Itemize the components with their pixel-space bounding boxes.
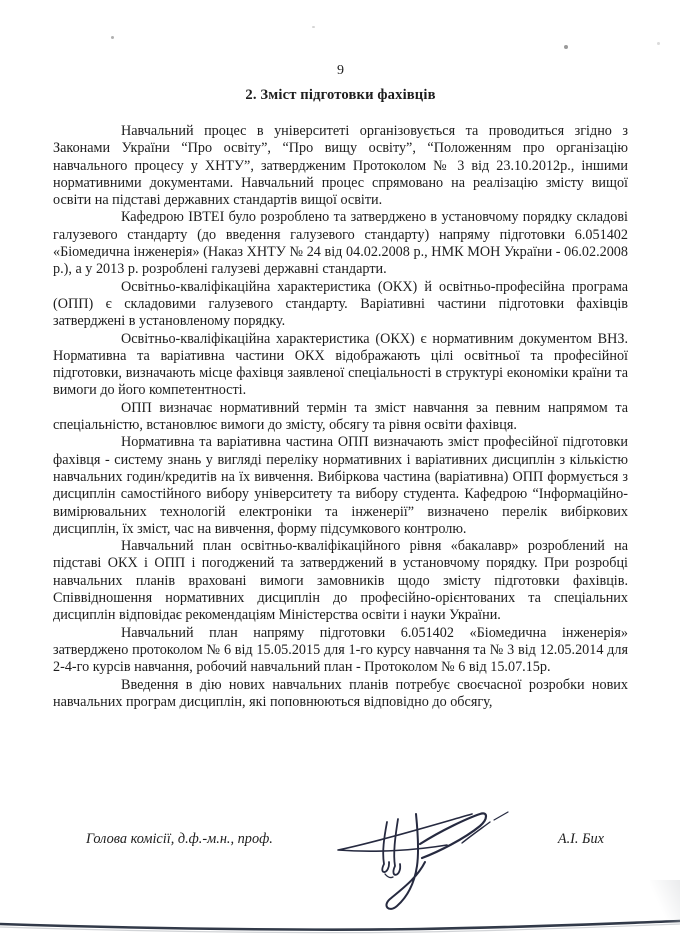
scan-speck (111, 36, 114, 39)
paragraph: Введення в дію нових навчальних планів потребує своєчасної розробки нових навчальних програм дисциплін, які поповнюються відповідно до обсягу, (53, 676, 628, 710)
scan-corner-smudge (650, 880, 680, 924)
page-number: 9 (337, 63, 344, 78)
paragraph: Нормативна та варіативна частина ОПП визначають зміст професійної підготовки фахівця - систему знань у вигляді переліку нормативних і варіативних дисциплін з кількістю навчальних годин/кредитів на їх вивчення. Вибіркова частина (варіативна) ОПП формується з дисциплін самостійного вибору університету та вибору студента. Кафедрою “Інформаційно-вимірювальних технологій електроніки та інженерії” визначено перелік вибіркових дисциплін, їх зміст, час на вивчення, форму підсумкового контролю. (53, 434, 628, 537)
scan-speck (312, 26, 315, 28)
signer-name: А.І. Бих (557, 831, 604, 847)
paragraph: Освітньо-кваліфікаційна характеристика (ОКХ) й освітньо-професійна програма (ОПП) є складовими галузевого стандарту. Варіативні частини підготовки фахівців затверджені в установленому порядку. (53, 278, 628, 330)
paragraph: Навчальний план освітньо-кваліфікаційного рівня «бакалавр» розроблений на підставі ОКХ і ОПП і погоджений та затверджений в установчому порядку. При розробці навчальних планів враховані вимоги замовників щодо змісту підготовки фахівців. Співвідношення нормативних дисциплін до професійно-орієнтованих та спеціальних дисциплін відповідає рекомендаціям Міністерства освіти і науки України. (53, 538, 628, 624)
paragraph: Навчальний процес в університеті організовується та проводиться згідно з Законами України “Про освіту”, “Про вищу освіту”, “Положенням про організацію навчального процесу у ХНТУ”, затвердженим Протоколом № 3 від 23.10.2012р., іншими нормативними документами. Навчальний процес спрямовано на реалізацію змісту вищої освіти на підставі державних стандартів вищої освіти. (53, 123, 628, 209)
paragraph: Освітньо-кваліфікаційна характеристика (ОКХ) є нормативним документом ВНЗ. Нормативна та варіативна частини ОКХ відображають цілі освітньої та професійної підготовки, визначають місце фахівця заявленої спеціальності в структурі економіки країни та вимоги до його компетентності. (53, 330, 628, 399)
scan-speck (564, 45, 568, 49)
paragraph: Навчальний план напряму підготовки 6.051402 «Біомедична інженерія» затверджено протоколом № 6 від 15.05.2015 для 1-го курсу навчання та № 3 від 12.05.2014 для 2-4-го курсів навчання, робочий навчальний план - Протоколом № 6 від 15.07.15р. (53, 624, 628, 676)
signer-role: Голова комісії, д.ф.-м.н., проф. (86, 831, 273, 847)
paragraph: ОПП визначає нормативний термін та зміст навчання за певним напрямом та спеціальністю, встановлює вимоги до змісту, обсягу та рівня освіти фахівця. (53, 399, 628, 434)
document-body (53, 123, 628, 711)
handwritten-signature (322, 800, 512, 918)
scan-edge-line (0, 912, 680, 934)
section-title: 2. Зміст підготовки фахівців (245, 87, 436, 103)
paragraph: Кафедрою ІВТЕІ було розроблено та затверджено в установчому порядку складові галузевого стандарту (до введення галузевого стандарту) напряму підготовки 6.051402 «Біомедична інженерія» (Наказ ХНТУ № 24 від 04.02.2008 р., НМК МОН України - 06.02.2008 р.), а у 2013 р. розроблені галузеві державні стандарти. (53, 209, 628, 278)
scan-speck (657, 42, 660, 45)
